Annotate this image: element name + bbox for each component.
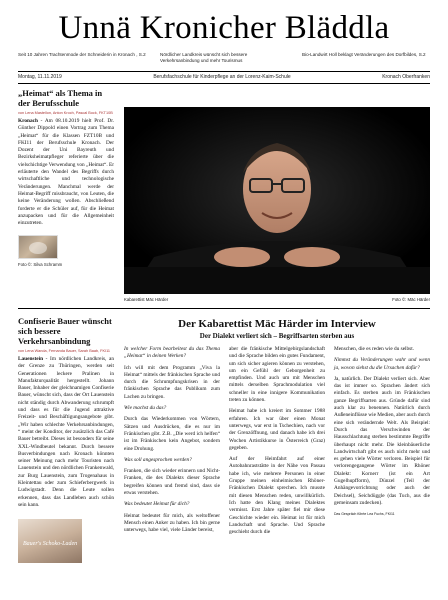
teaser-row — [18, 52, 430, 64]
interview-answer: Ich will mit dem Programm „Viva la Heimat“ mittels der fränkischen Sprache und durch die Schrumpfungskrisen in der fränkischen Sprache das Publikum zum Lachen zu bringen. — [124, 364, 220, 400]
main-photo-caption: Kabarettist Mäc Härder — [124, 297, 169, 302]
article-heimat-location: Kronach — [18, 118, 38, 124]
interview-question: Wie machst du das? — [124, 405, 167, 412]
interview-columns — [124, 346, 430, 540]
article-confiserie-body — [18, 356, 114, 509]
article-confiserie-headline[interactable]: Confiserie Bauer wünscht sich bessere Verkehrsanbindung — [18, 316, 112, 346]
interview-question: Was soll angesprochen werden? — [124, 456, 192, 463]
article-heimat-photo — [18, 235, 58, 259]
article-confiserie-text: - Im nördlichen Landkreis, an der Grenze zu Thüringen, werden seit Generationen leckere Pralinen in Manufakturqualität hergestellt. Johann Bauer, Inhaber der gleichnamigen Confiserie Bauer, wünscht sich, dass der Ort Lauenstein nicht ständig durch Abwanderung schrumpft und dass es für die Jugend attraktive Freizeit- und Beschäftigungsangebote gibt. „Wir haben schlechte Verkehrsanbindungen, “ meint der Konditor, der zusätzlich das Café Bauer betreibt. Dieses ist besonders für seine XXL-Windbeutel bekannt. Durch bessere Busverbindungen nach Kronach könnten seiner Meinung nach mehr Touristen nach Lauenstein und den nördlichen Frankenwald, zur Burg Lauenstein, zum Trogenahaus in Kleintettau oder zum Schieferbergwerk in Ludwigstadt. Denn die Leute sollen erkennen, dass das Landleben auch schön sein kann. — [18, 356, 114, 508]
interview-question: Was bedeutet Heimat für dich? — [124, 501, 190, 508]
article-heimat-byline: von Lena Mastellon, Anton Kroch, Pascal Bock, FKT10B — [18, 111, 113, 115]
interview-author-credit: Das Gespräch führte Lea Fuchs, FKI11 — [334, 512, 395, 517]
interview-answer: Ja, natürlich. Der Dialekt verliert sich. Aber das ist immer so. Sprachen ändert sich einfach. Es sterben auch im Fränkischen ganze Begriffsarten aus. Gründe dafür sind auch klar zu benennen. Natürlich durch Außeneinflüsse wie Medien, aber auch durch eine sich verändernde Welt. Als Beispiel: Durch das Verschwinden der Hausschlachtung sterben bestimmte Begriffe überhaupt nicht mehr. Die kleinbäuerliche Landwirtschaft gibt es auch nicht mehr und es gehen viele Wörter verloren. Beispiel für verlorengegangene Wörter im Rhöner Dialekt: Kornerr (ist ein Art Gugelhupfform), Dünzel (Teil der Anhängevorrichtung oder auch der Deichsel), Seichdüggle (das Tuch, aus die gemeinsam zudecken). — [334, 375, 430, 506]
article-confiserie-byline: von Lena Wanda, Fernanda Bauer, Sarah Baab, FKI11 — [18, 349, 111, 353]
article-heimat-text: - Am 08.10.2019 hielt Prof. Dr. Günther Dippold einen Vortrag zum Thema „Heimat“ für die Klassen FZT10B und FKI11 der Berufsschule Kronach. Der Dozent der Uni Bayreuth und Bezirksheimatpfleger referierte über die vielschichtige Verwendung von „Heimat“. Er erläuterte den Wandel des Begriffs durch wirtschaftliche und technologische Veränderungen. Manchmal werde der Heimat-Begriff missbraucht, von Leuten, die keine Veränderung wollen. Abschließend forderte er die Schüler auf, für die Heimat anzupacken und für die Allgemeinheit einzutreten. — [18, 118, 114, 227]
main-photo — [124, 107, 430, 294]
interview-answer: Heimat habe ich kreiert im Sommer 1988 erfahren. Ich war über einen Monat unterwegs, war erst in Tschechien, nach vor der Grenzöffnung, und danach habe ich drei Wochen Artistikkurse in Österreich (Graz) gegeben. — [229, 408, 325, 451]
interview-subheadline: Der Dialekt verliert sich – Begriffsarten sterben aus — [199, 332, 355, 340]
main-photo-credit: Foto ©: Mäc Härder — [392, 297, 430, 302]
article-confiserie — [18, 316, 114, 563]
teaser-center[interactable]: Nördlicher Landkreis wünscht sich bessere Verkehrsanbindung und mehr Tourismus — [160, 52, 248, 63]
confiserie-photo — [18, 519, 82, 563]
teaser-right[interactable]: Bio-Landwirt Holl beklagt Veränderungen des Dorfbildes, S.2 — [302, 52, 426, 57]
interview-answer: Menschen, die es reden wie du selbst. — [334, 346, 415, 352]
article-heimat-photo-caption: Foto ©: Silva Schramm — [18, 262, 63, 268]
interview-column-2 — [229, 346, 325, 540]
interview-column-3 — [334, 346, 430, 540]
school-name: Berufsfachschule für Kinderpflege an der Lorenz-Kaim-Schule — [153, 74, 291, 80]
interview-answer: aber die fränkische Mittelgebirgslandschaft und die Sprache bilden ein gutes Fundament, um sich sicher agieren können zu verstehen, um ein Gefühl der Geborgenheit zu empfinden. Und auch um mit Menschen mittels derselben Sprachmodulation viel schneller in eine innigere Kommunikation treten zu können. — [229, 346, 325, 404]
issue-location: Kronach Oberfranken — [382, 74, 430, 80]
interview-answer: Heimat bedeutet für mich, als weltoffener Mensch einen Anker zu haben. Ich bin gerne unterwegs, habe viel, viele Länder bereist, — [124, 512, 220, 534]
confiserie-sign-text: Bauer's Schoko-Laden — [23, 541, 78, 548]
portrait-illustration — [124, 107, 430, 294]
article-confiserie-location: Lauenstein — [18, 356, 44, 362]
masthead-rule-top — [18, 71, 430, 72]
article-heimat-body — [18, 118, 114, 227]
interview-answer: Franken, die sich wieder erinnern und Nicht-Franken, die des Dialekts dieser Sprache begreifen können und fremd sind, dass sie etwas verstehen. — [124, 468, 220, 497]
section-divider — [18, 308, 430, 309]
newspaper-title: Unnä Kronicher Bläddla — [58, 10, 390, 46]
interview-column-1 — [124, 346, 220, 540]
dateline — [18, 74, 430, 80]
interview-headline[interactable]: Der Kabarettist Mäc Härder im Interview — [178, 318, 376, 330]
interview-answer: Durch das Wiederkommen von Wörtern, Sätzen und Ausdrücken, die es nur im Fränkischen gibt. Z.B. „Die werd ich helfen“ ist im Fränkischen kein Angebot, sondern eine Drohung. — [124, 416, 220, 452]
interview-answer: Auf der Heimfahrt auf einer Autobahnraststätte in der Nähe von Passau habe ich, wie mehrere Personen in einer Gruppe meinen einheimischen Rhöner-Fränkischen Dialekt sprechen. Ich musste mit diesen Menschen reden, unwillkürlich. Ich hatte den Klang meines Dialektes vermisst. Erst Jahre später fiel mir diese Geschichte wieder ein. Heimat ist für mich Landschaft und Sprache. Und Sprache geschieht durch die — [229, 456, 325, 536]
interview-question: In welcher Form bearbeitest du das Thema „Heimat“ in deinen Werken? — [124, 346, 220, 360]
issue-date: Montag, 11.11.2019 — [18, 74, 62, 80]
teaser-left[interactable]: Seit 10 Jahren Trachtenmode der Schneiderin in Kronach , S.2 — [18, 52, 146, 57]
article-heimat — [18, 88, 114, 267]
article-heimat-headline[interactable]: „Heimat“ als Thema in der Berufsschule — [18, 88, 103, 108]
masthead-rule-bottom — [18, 83, 430, 84]
interview-question: Nimmst du Veränderungen wahr und wenn ja, wovon siehst du die Ursachen dafür? — [334, 357, 430, 371]
